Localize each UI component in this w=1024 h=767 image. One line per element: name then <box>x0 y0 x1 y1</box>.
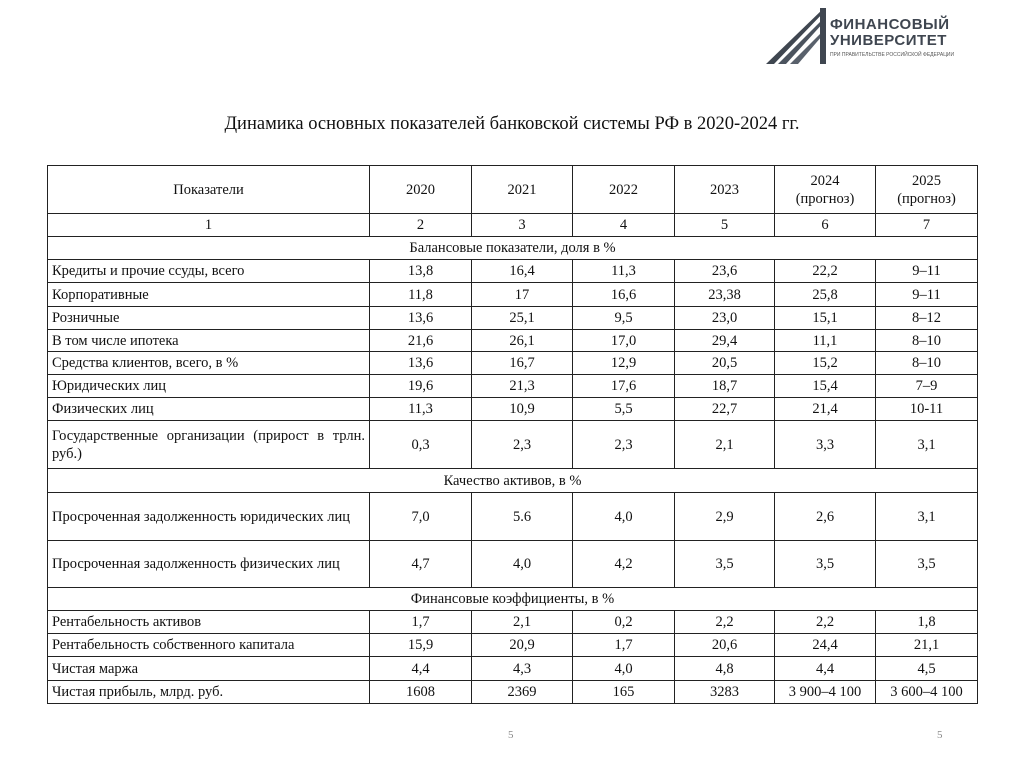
cell-2025: 3 600–4 100 <box>876 681 978 704</box>
logo-emblem-icon <box>764 6 828 66</box>
cell-2023: 23,6 <box>675 260 775 283</box>
cell-2024: 3 900–4 100 <box>775 681 876 704</box>
logo <box>764 6 964 66</box>
logo-line-3: ПРИ ПРАВИТЕЛЬСТВЕ РОССИЙСКОЙ ФЕДЕРАЦИИ <box>830 52 955 58</box>
section-row-financial <box>48 588 978 611</box>
cell-2020: 7,0 <box>370 493 472 541</box>
page-number-right: 5 <box>937 729 943 741</box>
cell-2022: 17,6 <box>573 375 675 398</box>
cell-2021: 16,7 <box>472 352 573 375</box>
section-row-quality <box>48 469 978 493</box>
cell-2022: 4,0 <box>573 493 675 541</box>
cell-2022: 12,9 <box>573 352 675 375</box>
row-name: Чистая прибыль, млрд. руб. <box>48 681 370 704</box>
cell-2022: 17,0 <box>573 330 675 352</box>
cell-2024: 2,6 <box>775 493 876 541</box>
header-2023: 2023 <box>675 166 775 214</box>
cell-2020: 4,4 <box>370 657 472 681</box>
cell-2025: 1,8 <box>876 611 978 634</box>
cell-2024: 21,4 <box>775 398 876 421</box>
cell-2021: 20,9 <box>472 634 573 657</box>
cell-2020: 15,9 <box>370 634 472 657</box>
table-row <box>48 375 978 398</box>
table-row <box>48 398 978 421</box>
table-row <box>48 260 978 283</box>
row-name: Просроченная задолженность юридических лиц <box>48 493 370 541</box>
header-row <box>48 166 978 214</box>
cell-2023: 4,8 <box>675 657 775 681</box>
table-row <box>48 634 978 657</box>
cell-2022: 16,6 <box>573 283 675 307</box>
cell-2021: 16,4 <box>472 260 573 283</box>
row-name: Просроченная задолженность физических лиц <box>48 541 370 588</box>
cell-2023: 3283 <box>675 681 775 704</box>
num-cell: 4 <box>573 214 675 237</box>
cell-2025: 8–10 <box>876 330 978 352</box>
num-cell: 5 <box>675 214 775 237</box>
header-2022: 2022 <box>573 166 675 214</box>
cell-2024: 22,2 <box>775 260 876 283</box>
cell-2021: 10,9 <box>472 398 573 421</box>
cell-2023: 20,6 <box>675 634 775 657</box>
row-name: Чистая маржа <box>48 657 370 681</box>
cell-2025: 3,1 <box>876 493 978 541</box>
cell-2023: 2,9 <box>675 493 775 541</box>
cell-2022: 165 <box>573 681 675 704</box>
cell-2021: 5.6 <box>472 493 573 541</box>
header-2024 <box>775 166 876 214</box>
cell-2022: 4,0 <box>573 657 675 681</box>
cell-2023: 18,7 <box>675 375 775 398</box>
cell-2020: 1,7 <box>370 611 472 634</box>
cell-2020: 0,3 <box>370 421 472 469</box>
cell-2025: 7–9 <box>876 375 978 398</box>
cell-2022: 5,5 <box>573 398 675 421</box>
table-row <box>48 283 978 307</box>
cell-2025: 9–11 <box>876 283 978 307</box>
section-heading: Финансовые коэффициенты, в % <box>48 588 978 611</box>
cell-2025: 3,1 <box>876 421 978 469</box>
section-heading: Балансовые показатели, доля в % <box>48 237 978 260</box>
cell-2021: 17 <box>472 283 573 307</box>
num-cell: 6 <box>775 214 876 237</box>
row-name: Средства клиентов, всего, в % <box>48 352 370 375</box>
cell-2021: 4,3 <box>472 657 573 681</box>
cell-2024: 15,1 <box>775 307 876 330</box>
cell-2022: 4,2 <box>573 541 675 588</box>
cell-2025: 8–12 <box>876 307 978 330</box>
cell-2023: 20,5 <box>675 352 775 375</box>
page-title: Динамика основных показателей банковской системы РФ в 2020-2024 гг. <box>224 114 800 134</box>
table-row <box>48 681 978 704</box>
header-2025-year: 2025 <box>912 172 941 189</box>
cell-2022: 11,3 <box>573 260 675 283</box>
logo-line-2: УНИВЕРСИТЕТ <box>830 32 947 49</box>
cell-2025: 4,5 <box>876 657 978 681</box>
cell-2021: 2,3 <box>472 421 573 469</box>
table-row <box>48 330 978 352</box>
table-row <box>48 493 978 541</box>
cell-2025: 3,5 <box>876 541 978 588</box>
cell-2024: 11,1 <box>775 330 876 352</box>
cell-2021: 21,3 <box>472 375 573 398</box>
cell-2020: 11,3 <box>370 398 472 421</box>
row-name: Корпоративные <box>48 283 370 307</box>
cell-2025: 10-11 <box>876 398 978 421</box>
cell-2020: 1608 <box>370 681 472 704</box>
cell-2023: 2,2 <box>675 611 775 634</box>
row-name: Рентабельность активов <box>48 611 370 634</box>
cell-2024: 24,4 <box>775 634 876 657</box>
cell-2025: 8–10 <box>876 352 978 375</box>
header-2021: 2021 <box>472 166 573 214</box>
header-2024-note: (прогноз) <box>795 190 855 207</box>
cell-2023: 3,5 <box>675 541 775 588</box>
header-2025-note: (прогноз) <box>897 190 956 207</box>
cell-2020: 13,6 <box>370 352 472 375</box>
row-name: Розничные <box>48 307 370 330</box>
cell-2022: 0,2 <box>573 611 675 634</box>
section-heading: Качество активов, в % <box>48 469 978 493</box>
cell-2023: 2,1 <box>675 421 775 469</box>
cell-2025: 9–11 <box>876 260 978 283</box>
cell-2022: 2,3 <box>573 421 675 469</box>
row-name: Юридических лиц <box>48 375 370 398</box>
cell-2020: 11,8 <box>370 283 472 307</box>
cell-2025: 21,1 <box>876 634 978 657</box>
row-name: Рентабельность собственного капитала <box>48 634 370 657</box>
cell-2023: 23,0 <box>675 307 775 330</box>
cell-2020: 21,6 <box>370 330 472 352</box>
section-row-balance <box>48 237 978 260</box>
header-2024-year: 2024 <box>810 172 840 189</box>
table-row <box>48 541 978 588</box>
table-row <box>48 307 978 330</box>
cell-2024: 25,8 <box>775 283 876 307</box>
cell-2021: 26,1 <box>472 330 573 352</box>
header-indicators: Показатели <box>48 166 370 214</box>
logo-line-1: ФИНАНСОВЫЙ <box>830 16 950 33</box>
row-name: В том числе ипотека <box>48 330 370 352</box>
row-name: Государственные организации (прирост в трлн. руб.) <box>48 421 370 469</box>
table-row <box>48 421 978 469</box>
cell-2021: 2,1 <box>472 611 573 634</box>
cell-2023: 23,38 <box>675 283 775 307</box>
numbering-row <box>48 214 978 237</box>
cell-2024: 3,5 <box>775 541 876 588</box>
cell-2020: 13,6 <box>370 307 472 330</box>
cell-2021: 2369 <box>472 681 573 704</box>
header-2020: 2020 <box>370 166 472 214</box>
cell-2024: 2,2 <box>775 611 876 634</box>
table-row <box>48 611 978 634</box>
num-cell: 7 <box>876 214 978 237</box>
cell-2020: 19,6 <box>370 375 472 398</box>
cell-2022: 9,5 <box>573 307 675 330</box>
cell-2023: 22,7 <box>675 398 775 421</box>
table-row <box>48 352 978 375</box>
cell-2022: 1,7 <box>573 634 675 657</box>
cell-2024: 15,4 <box>775 375 876 398</box>
cell-2020: 13,8 <box>370 260 472 283</box>
header-2025 <box>876 166 978 214</box>
num-cell: 3 <box>472 214 573 237</box>
page-number-center: 5 <box>508 729 514 741</box>
cell-2024: 3,3 <box>775 421 876 469</box>
table-row <box>48 657 978 681</box>
cell-2020: 4,7 <box>370 541 472 588</box>
cell-2021: 25,1 <box>472 307 573 330</box>
cell-2023: 29,4 <box>675 330 775 352</box>
num-cell: 2 <box>370 214 472 237</box>
indicators-table <box>47 165 978 704</box>
cell-2024: 15,2 <box>775 352 876 375</box>
row-name: Физических лиц <box>48 398 370 421</box>
cell-2021: 4,0 <box>472 541 573 588</box>
num-cell: 1 <box>48 214 370 237</box>
row-name: Кредиты и прочие ссуды, всего <box>48 260 370 283</box>
cell-2024: 4,4 <box>775 657 876 681</box>
